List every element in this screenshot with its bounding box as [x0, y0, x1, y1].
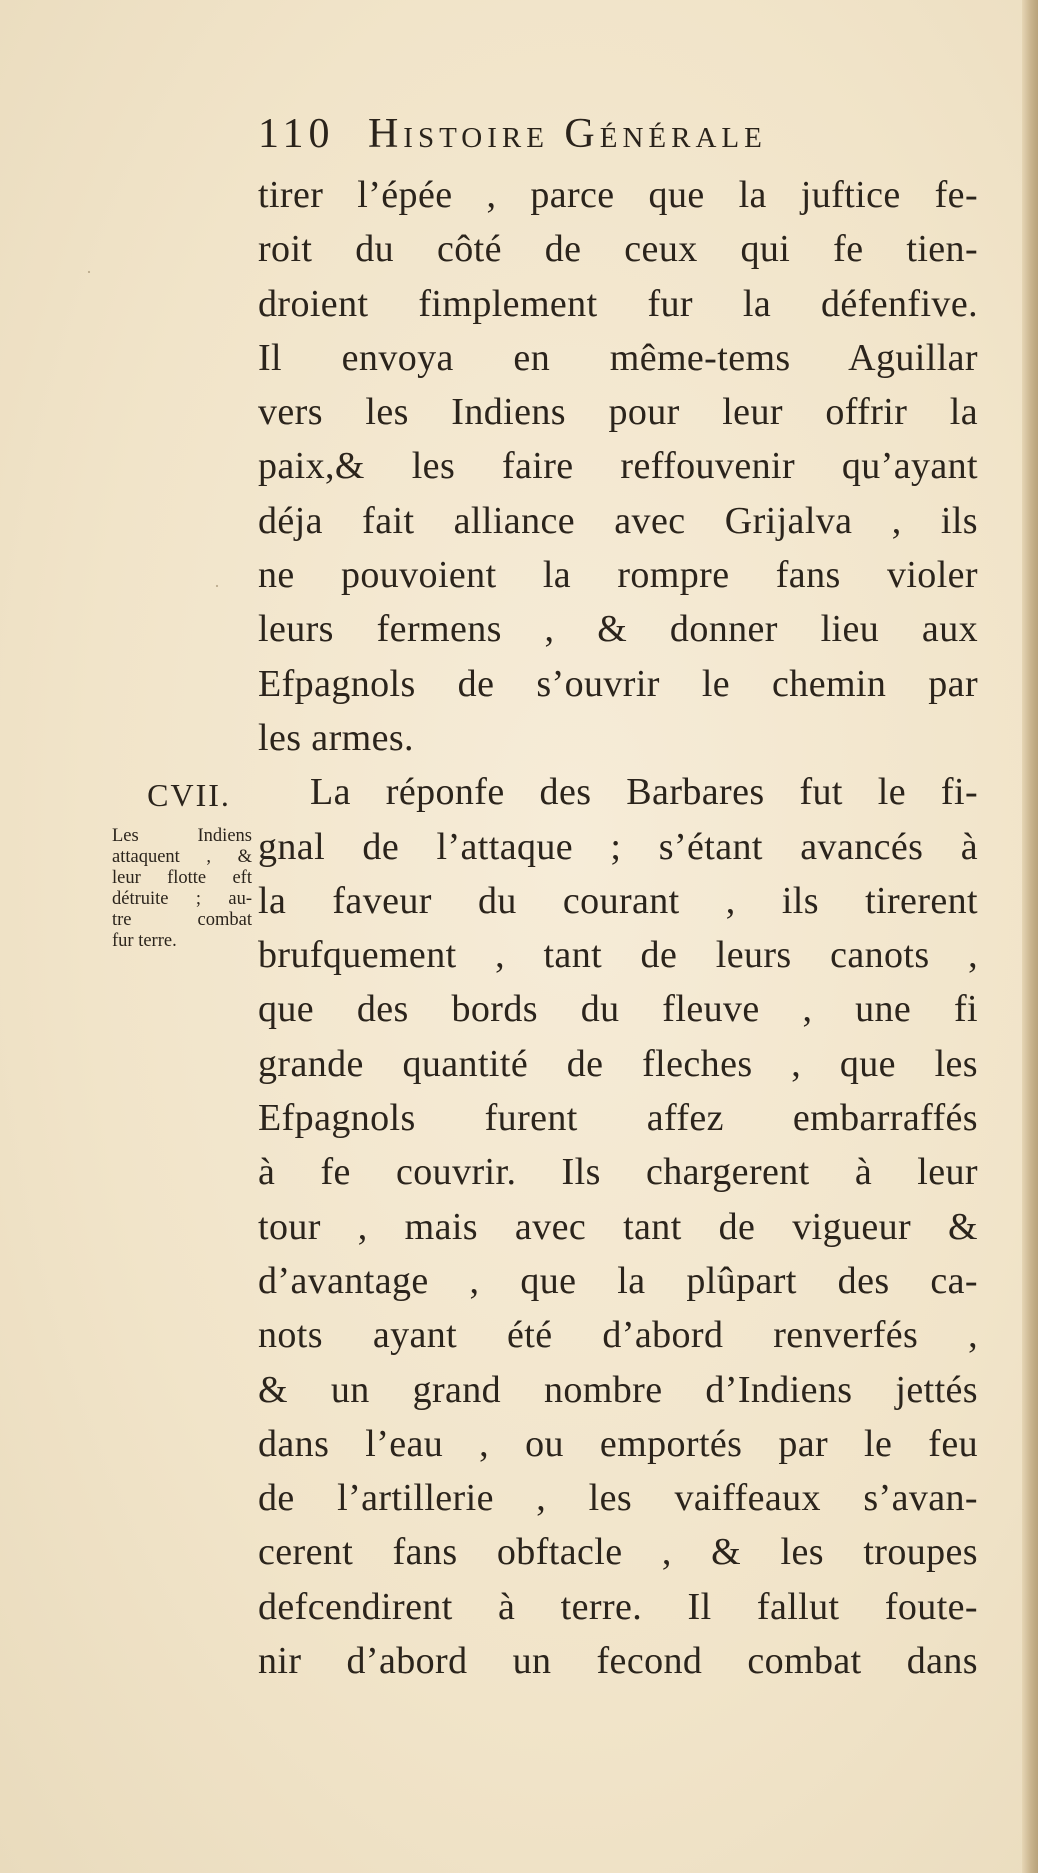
text-line: leurs fermens , & donner lieu aux [258, 608, 978, 651]
text-line: Efpagnols furent affez embarraffés [258, 1097, 978, 1140]
text-line: nir d’abord un fecond combat dans [258, 1640, 978, 1683]
margin-note [112, 777, 252, 952]
text-line: à fe couvrir. Ils chargerent à leur [258, 1151, 978, 1194]
text-line: defcendirent à terre. Il fallut foute- [258, 1585, 978, 1628]
ink-speck: · [214, 576, 220, 596]
margin-note-line: Les Indiens [112, 826, 252, 846]
text-line: nots ayant été d’abord renverfés , [258, 1314, 978, 1357]
text-line: grande quantité de fleches , que les [258, 1042, 978, 1085]
ink-speck: · [86, 262, 92, 282]
text-line: roit du côté de ceux qui fe tien- [258, 228, 978, 271]
page-number: 110 [258, 111, 335, 157]
text-line: droient fimplement fur la défenfive. [258, 282, 978, 325]
text-line: la faveur du courant , ils tirerent [258, 879, 978, 922]
margin-note-line: détruite ; au- [112, 889, 252, 909]
running-title: Histoire Générale [367, 111, 767, 157]
text-line: cerent fans obftacle , & les troupes [258, 1531, 978, 1574]
text-line: tirer l’épée , parce que la juftice fe- [258, 174, 978, 216]
text-line: déja fait alliance avec Grijalva , ils [258, 499, 978, 542]
text-line: & un grand nombre d’Indiens jettés [258, 1368, 978, 1411]
text-line: ne pouvoient la rompre fans violer [258, 554, 978, 597]
text-line: d’avantage , que la plûpart des ca- [258, 1259, 978, 1302]
margin-note-line: tre combat [112, 910, 252, 930]
running-head [258, 110, 938, 158]
text-line: que des bords du fleuve , une fi [258, 988, 978, 1031]
section-number: CVII. [147, 777, 231, 813]
margin-note-line: leur flotte eft [112, 868, 252, 888]
text-line: gnal de l’attaque ; s’étant avancés à [258, 825, 978, 868]
text-line: les armes. [258, 716, 414, 759]
text-line: dans l’eau , ou emportés par le feu [258, 1422, 978, 1465]
margin-note-line: fur terre. [112, 931, 177, 951]
body-text [258, 168, 978, 1688]
text-line: Efpagnols de s’ouvrir le chemin par [258, 662, 978, 705]
text-line: Il envoya en même-tems Aguillar [258, 336, 978, 379]
text-line: paix,& les faire reffouvenir qu’ayant [258, 445, 978, 488]
text-line: La réponfe des Barbares fut le fi- [310, 771, 978, 814]
text-line: vers les Indiens pour leur offrir la [258, 391, 978, 434]
page-edge [1022, 0, 1038, 1873]
margin-note-line: attaquent , & [112, 847, 252, 867]
text-line: de l’artillerie , les vaiffeaux s’avan- [258, 1477, 978, 1520]
text-line: brufquement , tant de leurs canots , [258, 934, 978, 977]
text-line: tour , mais avec tant de vigueur & [258, 1205, 978, 1248]
